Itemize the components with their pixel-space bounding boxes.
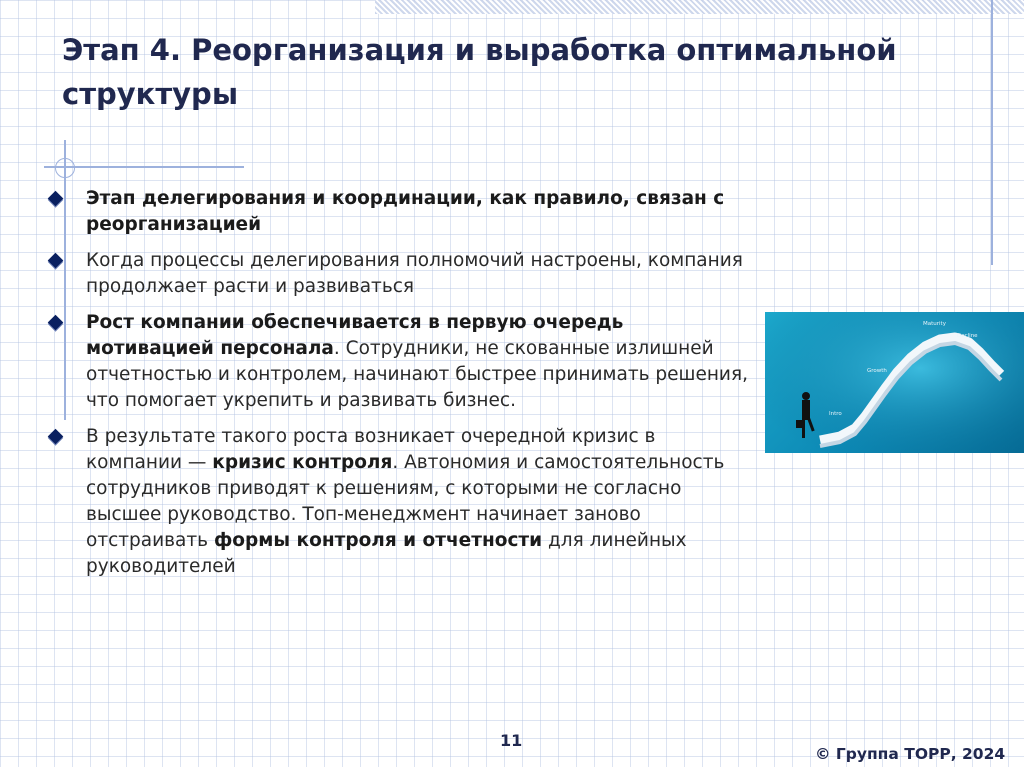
- copyright-text: © Группа ТОРР, 2024: [815, 745, 1006, 763]
- bullet-text-bold: формы контроля и отчетности: [213, 530, 543, 551]
- slide-title: Этап 4. Реорганизация и выработка оптимальной структуры: [62, 33, 897, 111]
- diamond-bullet-icon: [48, 191, 64, 207]
- stairs-illustration: [765, 312, 1024, 453]
- stage-label: Decline: [957, 333, 978, 339]
- bullet-item: [48, 310, 748, 414]
- diamond-bullet-icon: [48, 253, 64, 269]
- stage-label: Intro: [829, 411, 842, 417]
- bullet-text: . Автономия и самостоятельность сотрудников приводят к решениям, с которыми не согласно высшее руководство. Топ-менеджмент начинает заново отстраивать: [86, 452, 725, 551]
- diamond-bullet-icon: [48, 429, 64, 445]
- bullet-text-bold: кризис контроля: [212, 452, 393, 473]
- stage-label: Growth: [867, 368, 887, 374]
- top-decorative-band: [375, 0, 1024, 14]
- bullet-item: [48, 186, 748, 238]
- bullet-item: [48, 424, 748, 580]
- bullet-text: . Сотрудники, не скованные излишней отчетностью и контролем, начинают быстрее принимать решения, что помогает укрепить и развивать бизнес.: [86, 338, 748, 411]
- stairs-growth-image: [765, 312, 1024, 453]
- bullet-text: Когда процессы делегирования полномочий настроены, компания продолжает расти и развиваться: [86, 250, 743, 297]
- bullet-item: [48, 248, 748, 300]
- diamond-bullet-icon: [48, 315, 64, 331]
- bullet-text: В результате такого роста возникает очередной кризис в компании —: [86, 426, 656, 473]
- page-number: 11: [500, 731, 523, 750]
- bullet-text-bold: Рост компании обеспечивается в первую очередь мотивацией персонала: [86, 312, 624, 359]
- bullet-text: для линейных руководителей: [86, 530, 687, 577]
- stage-label: Maturity: [923, 321, 946, 327]
- decor-vertical-line-right: [991, 0, 993, 265]
- bullet-text-bold: Этап делегирования и координации, как правило, связан с реорганизацией: [86, 188, 725, 235]
- bullet-list: [48, 186, 748, 590]
- decor-circle: [55, 158, 75, 178]
